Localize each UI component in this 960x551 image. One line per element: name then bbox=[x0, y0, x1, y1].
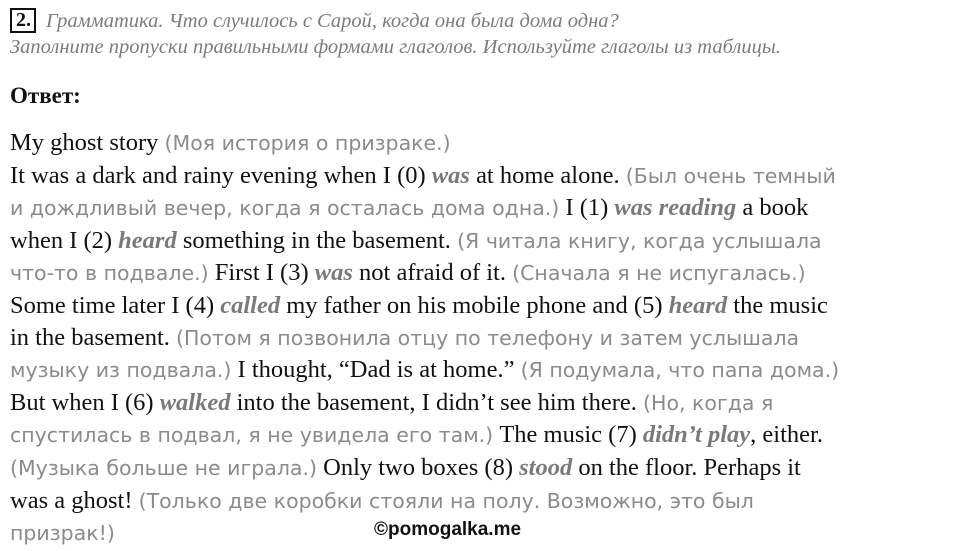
english-text: The music (7) bbox=[493, 421, 643, 449]
story-line bbox=[10, 419, 955, 452]
story-line bbox=[10, 322, 955, 355]
story-line bbox=[10, 485, 955, 518]
english-text: was a ghost! bbox=[10, 486, 139, 514]
english-text: I (1) bbox=[559, 194, 615, 222]
verb-answer: called bbox=[220, 291, 281, 319]
english-text: Only two boxes (8) bbox=[317, 453, 520, 481]
english-text: on the floor. Perhaps it bbox=[572, 453, 801, 481]
russian-translation: (Моя история о призраке.) bbox=[164, 131, 451, 155]
russian-translation: (Был очень темный bbox=[625, 163, 836, 188]
story-line bbox=[10, 127, 955, 160]
verb-answer: was reading bbox=[614, 194, 737, 222]
verb-answer: walked bbox=[159, 388, 231, 416]
english-text: , either. bbox=[750, 421, 823, 449]
verb-answer: was bbox=[431, 161, 470, 189]
english-text: not afraid of it. bbox=[352, 259, 513, 287]
story-line bbox=[10, 290, 955, 322]
task-instruction-text-1: Грамматика. Что случилось с Сарой, когда она была дома одна? bbox=[46, 10, 619, 32]
russian-translation: (Но, когда я bbox=[643, 390, 774, 415]
russian-translation: что-то в подвале.) bbox=[10, 261, 209, 286]
russian-translation: (Потом я позвонила отцу по телефону и затем услышала bbox=[176, 325, 800, 350]
verb-answer: didn’t play bbox=[642, 421, 751, 449]
story-text bbox=[10, 127, 955, 550]
verb-answer: heard bbox=[668, 291, 728, 319]
verb-answer: stood bbox=[519, 453, 573, 481]
russian-translation: спустилась в подвал, я не увидела его там.) bbox=[10, 423, 494, 448]
english-text: I thought, “Dad is at home.” bbox=[231, 356, 521, 384]
task-header bbox=[10, 8, 950, 60]
english-text: But when I (6) bbox=[10, 388, 160, 416]
russian-translation: и дождливый вечер, когда я осталась дома одна.) bbox=[10, 196, 560, 221]
english-text: a book bbox=[736, 194, 809, 222]
english-text: My ghost story bbox=[10, 129, 165, 156]
watermark: ©pomogalka.me bbox=[374, 519, 522, 540]
verb-answer: was bbox=[314, 259, 353, 287]
english-text: when I (2) bbox=[10, 226, 119, 254]
story-line bbox=[10, 354, 955, 387]
story-line bbox=[10, 192, 955, 225]
russian-translation: (Я подумала, что папа дома.) bbox=[520, 358, 840, 383]
russian-translation: (Я читала книгу, когда услышала bbox=[457, 228, 822, 253]
english-text: the music bbox=[727, 291, 828, 319]
english-text: First I (3) bbox=[208, 259, 315, 287]
answer-label: Ответ: bbox=[10, 83, 81, 108]
task-instruction-line-1 bbox=[10, 8, 950, 34]
english-text: Some time later I (4) bbox=[10, 291, 221, 319]
english-text: something in the basement. bbox=[176, 226, 458, 254]
russian-translation: (Музыка больше не играла.) bbox=[10, 455, 317, 480]
english-text: my father on his mobile phone and (5) bbox=[280, 291, 669, 319]
english-text: into the basement, I didn’t see him there. bbox=[230, 388, 644, 416]
task-instruction-line-2: Заполните пропуски правильными формами глаголов. Используйте глаголы из таблицы. bbox=[10, 36, 781, 58]
story-line bbox=[10, 257, 955, 290]
russian-translation: призрак!) bbox=[10, 521, 115, 546]
russian-translation: музыку из подвала.) bbox=[10, 358, 232, 383]
story-line bbox=[10, 225, 955, 258]
story-line bbox=[10, 387, 955, 420]
english-text: in the basement. bbox=[10, 323, 177, 351]
story-line bbox=[10, 452, 955, 485]
russian-translation: (Только две коробки стояли на полу. Возможно, это был bbox=[138, 488, 754, 513]
task-number: 2. bbox=[10, 8, 36, 33]
story-line bbox=[10, 160, 955, 193]
english-text: It was a dark and rainy evening when I (0) bbox=[10, 161, 432, 189]
verb-answer: heard bbox=[118, 226, 177, 254]
english-text: at home alone. bbox=[469, 161, 626, 189]
russian-translation: (Сначала я не испугалась.) bbox=[512, 261, 806, 286]
